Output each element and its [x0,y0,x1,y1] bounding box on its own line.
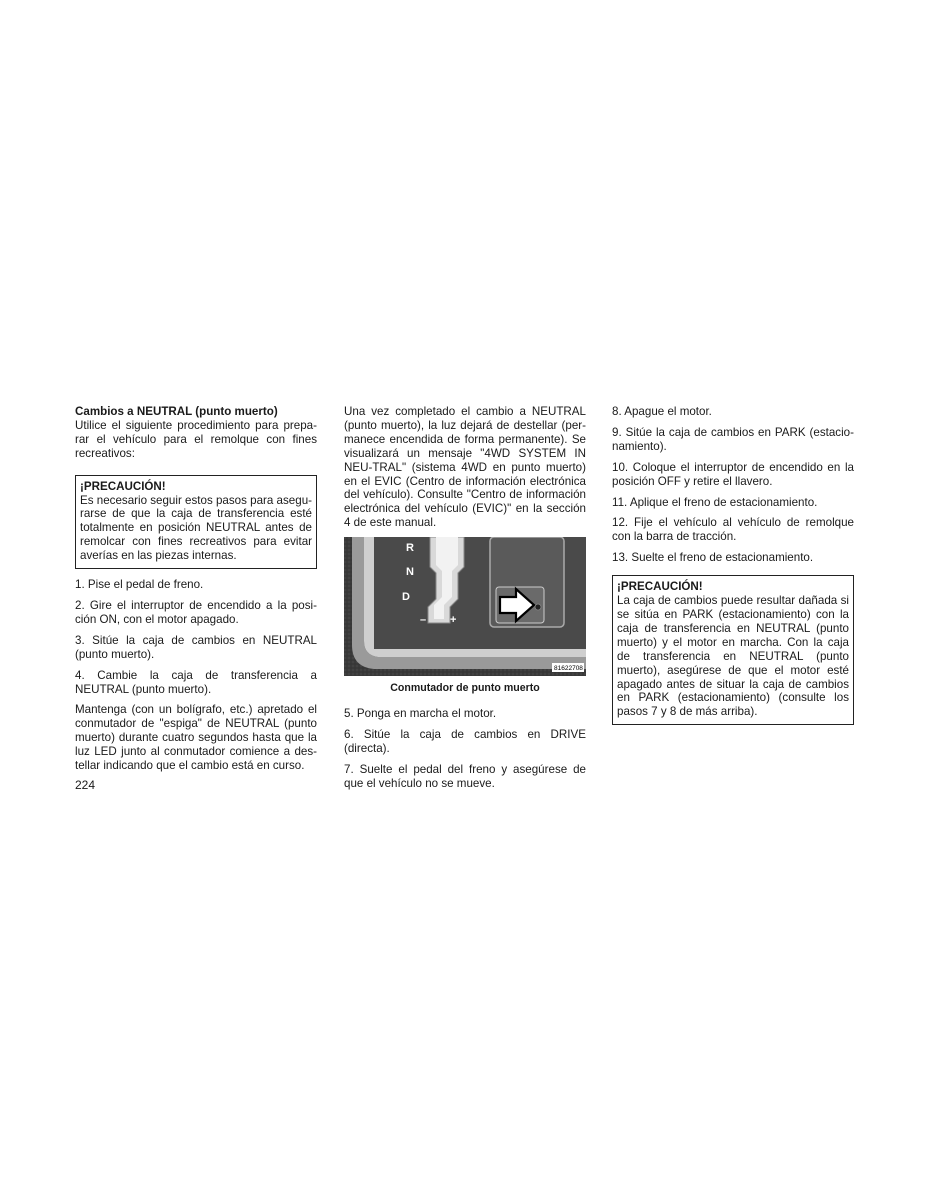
section-heading: Cambios a NEUTRAL (punto muerto) [75,405,278,418]
step-item: 12. Fije el vehículo al vehículo de remolque con la barra de tracción. [612,516,854,544]
caution-box [75,475,317,569]
step-item: 10. Coloque el interruptor de encendido en la posición OFF y retire el llavero. [612,460,854,488]
step-item: 13. Suelte el freno de estacionamiento. [612,551,814,565]
step-item: 3. Sitúe la caja de cambios en NEUTRAL (punto muerto). [75,633,317,661]
gear-label-n: N [406,566,414,579]
gear-label-r: R [406,542,414,555]
figure-caption: Conmutador de punto muerto [390,682,540,695]
caution-text: La caja de cambios puede resultar dañada si se sitúa en PARK (estacionamiento) con la caja de transferencia en NEUTRAL (punto muerto) y el motor en marcha. Con la caja de transferencia en NEUTRAL (punto muerto), asegúrese de que el motor esté apagado antes de situar la caja de cambios en PARK (estacionamiento) (consulte los pasos 7 y 8 de más arriba). [617,594,849,719]
page-number: 224 [75,778,96,792]
figure-code: 81622708 [554,665,583,673]
caution-box [612,575,854,725]
column-left [75,405,317,780]
step-item: 8. Apague el motor. [612,405,712,418]
neutral-switch-button [535,604,541,610]
column-right [612,405,854,734]
step-item: 6. Sitúe la caja de cambios en DRIVE (directa). [344,727,586,755]
step-item: 7. Suelte el pedal del freno y asegúrese de que el vehículo no se mueve. [344,762,586,790]
step-item: 11. Aplique el freno de estacionamiento. [612,495,818,509]
column-middle [344,405,586,798]
step-item: 9. Sitúe la caja de cambios en PARK (estacio-namiento). [612,425,854,453]
caution-text: Es necesario seguir estos pasos para asegu-rarse de que la caja de transferencia esté totalmente en posición NEUTRAL antes de remolcar con fines recreativos para evitar averías en las piezas internas. [80,493,313,563]
step-item: 1. Pise el pedal de freno. [75,578,204,592]
gear-label-plus: + [450,614,457,627]
gear-label-minus: – [420,614,427,627]
step-item: 2. Gire el interruptor de encendido a la posi-ción ON, con el motor apagado. [75,598,317,626]
neutral-switch-figure [344,537,586,676]
intro-paragraph: Utilice el siguiente procedimiento para prepa-rar el vehículo para el remolque con fines recreativos: [75,418,317,460]
body-paragraph: Mantenga (con un bolígrafo, etc.) apretado el conmutador de "espiga" de NEUTRAL (punto muerto) durante cuatro segundos hasta que la luz LED junto al conmutador comience a des-tellar indicando que el cambio está en curso. [75,703,317,773]
caution-title: ¡PRECAUCIÓN! [617,580,703,594]
gear-label-d: D [402,591,410,604]
caution-title: ¡PRECAUCIÓN! [80,479,166,493]
step-item: 5. Ponga en marcha el motor. [344,707,497,721]
neutral-switch-illustration [344,537,586,676]
body-paragraph: Una vez completado el cambio a NEUTRAL (punto muerto), la luz dejará de destellar (per-manece encendida de forma permanente). Se visualizará un mensaje "4WD SYSTEM IN NEU-TRAL" (sistema 4WD en punto muerto) en el EVIC (Centro de información electrónica del vehículo). Consulte "Centro de información electrónica del vehículo (EVIC)" en la sección 4 de este manual. [344,405,586,530]
step-item: 4. Cambie la caja de transferencia a NEUTRAL (punto muerto). [75,668,317,696]
